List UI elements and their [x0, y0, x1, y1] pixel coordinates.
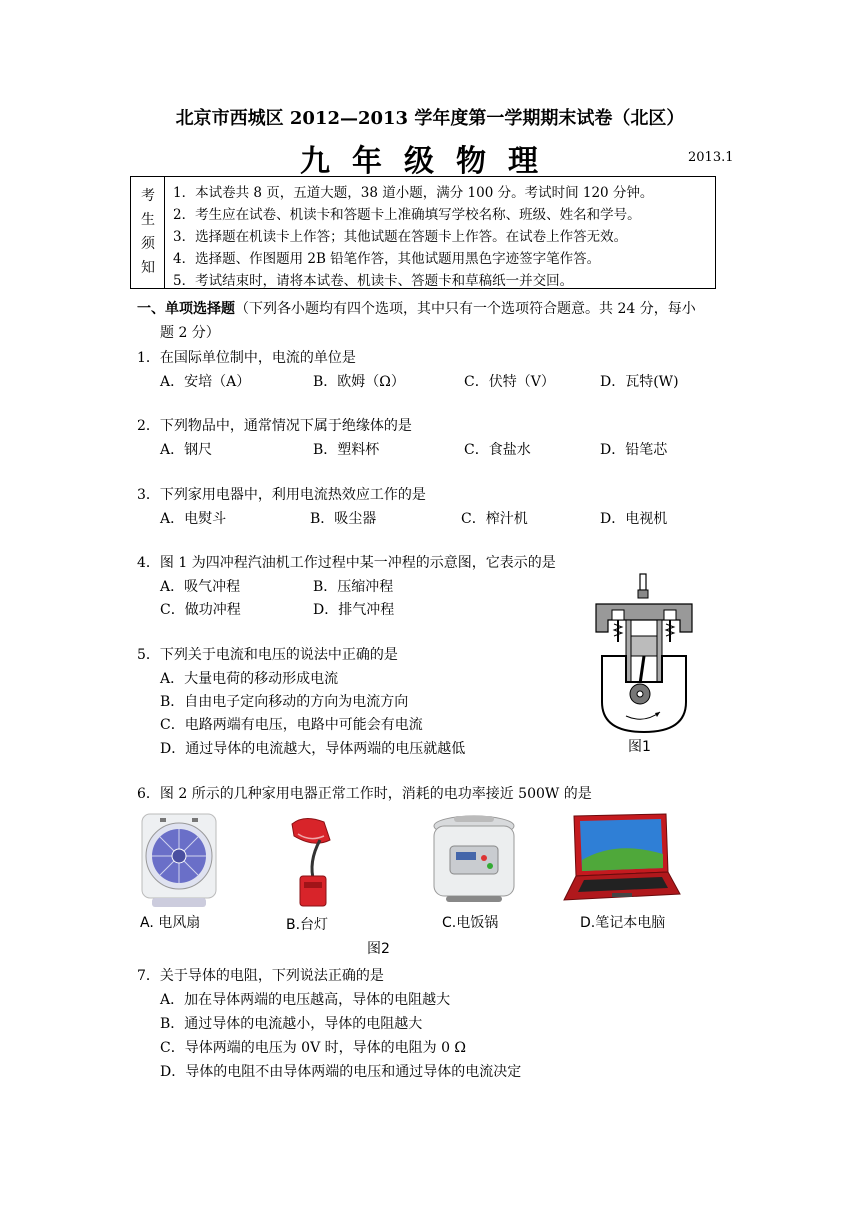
notice-heading-char: 知 [141, 260, 155, 276]
figure2-label-d: D.笔记本电脑 [580, 915, 666, 931]
notice-heading-char: 考 [141, 188, 155, 204]
question-stem: 1．在国际单位制中，电流的单位是 [137, 350, 356, 366]
option-d: D．铅笔芯 [600, 442, 668, 458]
notice-item: 1．本试卷共 8 页，五道大题，38 道小题，满分 100 分。考试时间 120 分钟。 [173, 185, 654, 201]
notice-item: 5．考试结束时，请将本试卷、机读卡、答题卡和草稿纸一并交回。 [173, 273, 574, 289]
option-d: D．瓦特(W) [600, 374, 679, 390]
section-description-cont: 题 2 分） [160, 325, 220, 341]
option-d: D．导体的电阻不由导体两端的电压和通过导体的电流决定 [160, 1064, 522, 1080]
laptop-image [556, 810, 684, 906]
exam-date: 2013.1 [688, 150, 734, 165]
candidate-notice-box [130, 176, 716, 289]
desk-lamp-image [284, 812, 340, 912]
rice-cooker-image [426, 812, 522, 906]
question-stem: 7．关于导体的电阻，下列说法正确的是 [137, 968, 384, 984]
option-c: C．榨汁机 [461, 511, 528, 527]
option-d: D．电视机 [600, 511, 668, 527]
option-a: A．钢尺 [160, 442, 213, 458]
option-a: A．大量电荷的移动形成电流 [160, 671, 339, 687]
option-b: B．欧姆（Ω） [313, 374, 405, 390]
section-title: 一、单项选择题 [137, 301, 235, 317]
option-c: C．食盐水 [464, 442, 531, 458]
option-b: B．压缩冲程 [313, 579, 394, 595]
section-heading [137, 298, 696, 318]
notice-item: 2．考生应在试卷、机读卡和答题卡上准确填写学校名称、班级、姓名和学号。 [173, 207, 641, 223]
figure2-label-b: B.台灯 [286, 917, 329, 933]
notice-item: 3．选择题在机读卡上作答；其他试题在答题卡上作答。在试卷上作答无效。 [173, 229, 628, 245]
question-stem: 2．下列物品中，通常情况下属于绝缘体的是 [137, 418, 412, 434]
figure2-caption: 图2 [367, 941, 390, 957]
option-b: B．自由电子定向移动的方向为电流方向 [160, 694, 409, 710]
figure1-caption: 图1 [628, 739, 651, 755]
notice-heading-char: 须 [141, 236, 155, 252]
question-stem: 3．下列家用电器中，利用电流热效应工作的是 [137, 487, 426, 503]
option-a: A．吸气冲程 [160, 579, 241, 595]
section-description: （下列各小题均有四个选项，其中只有一个选项符合题意。共 24 分，每小 [235, 301, 696, 317]
subject-title: 九年级物理 [300, 144, 560, 179]
notice-item: 4．选择题、作图题用 2B 铅笔作答，其他试题用黑色字迹签字笔作答。 [173, 251, 601, 267]
option-b: B．吸尘器 [310, 511, 377, 527]
option-d: D．排气冲程 [313, 602, 395, 618]
option-c: C．导体两端的电压为 0V 时，导体的电阻为 0 Ω [160, 1040, 467, 1056]
option-c: C．做功冲程 [160, 602, 241, 618]
figure2-label-a: A. 电风扇 [140, 915, 201, 931]
notice-heading [131, 177, 165, 288]
option-c: C．电路两端有电压，电路中可能会有电流 [160, 717, 423, 733]
question-stem: 6．图 2 所示的几种家用电器正常工作时，消耗的电功率接近 500W 的是 [137, 786, 592, 802]
exam-title: 北京市西城区 2012—2013 学年度第一学期期末试卷（北区） [175, 108, 685, 129]
option-c: C．伏特（V） [464, 374, 555, 390]
question-stem: 5．下列关于电流和电压的说法中正确的是 [137, 647, 398, 663]
figure2-label-c: C.电饭锅 [442, 915, 499, 931]
engine-diagram [588, 572, 700, 738]
option-b: B．通过导体的电流越小，导体的电阻越大 [160, 1016, 423, 1032]
notice-heading-char: 生 [141, 212, 155, 228]
option-a: A．安培（A） [160, 374, 251, 390]
option-d: D．通过导体的电流越大，导体两端的电压就越低 [160, 741, 466, 757]
option-a: A．电熨斗 [160, 511, 227, 527]
option-b: B．塑料杯 [313, 442, 380, 458]
electric-fan-image [138, 812, 220, 910]
question-stem: 4．图 1 为四冲程汽油机工作过程中某一冲程的示意图，它表示的是 [137, 555, 556, 571]
option-a: A．加在导体两端的电压越高，导体的电阻越大 [160, 992, 451, 1008]
